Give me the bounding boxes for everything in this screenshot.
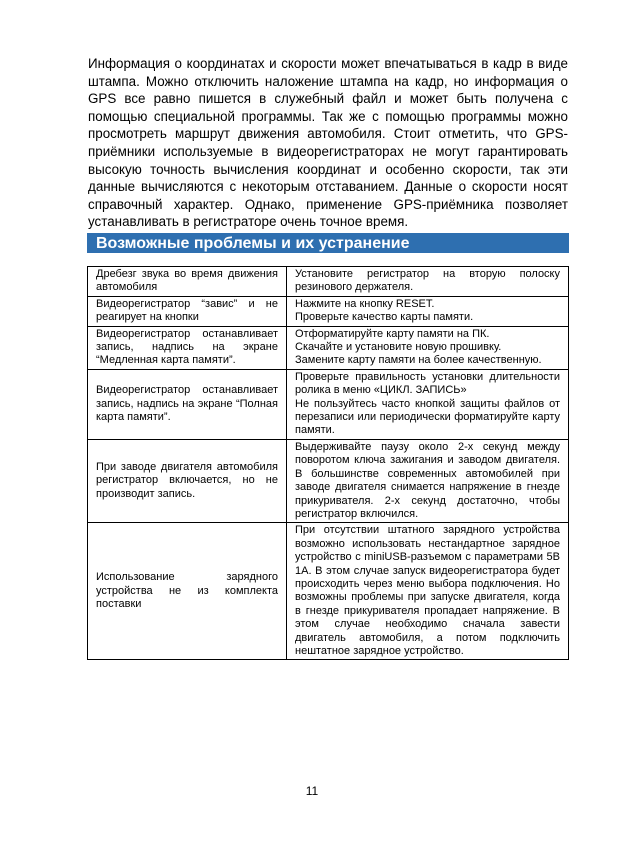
solution-cell bbox=[287, 369, 569, 439]
table-row bbox=[88, 296, 569, 326]
solution-cell bbox=[287, 326, 569, 369]
solution-line: Проверьте качество карты памяти. bbox=[295, 311, 474, 324]
solution-line: Скачайте и установите новую прошивку. bbox=[295, 341, 502, 354]
solution-line: Установите регистратор на вторую полоску резинового держателя. bbox=[295, 268, 560, 294]
solution-cell bbox=[287, 267, 569, 297]
solution-line: Не пользуйтесь часто кнопкой защиты файлов от перезаписи или периодически форматируйте карту памяти. bbox=[295, 397, 560, 437]
solution-line: Замените карту памяти на более качественную. bbox=[295, 354, 542, 367]
section-title: Возможные проблемы и их устранение bbox=[87, 233, 569, 253]
problem-cell: Использование зарядного устройства не из комплекта поставки bbox=[88, 523, 287, 660]
problem-cell: Видеорегистратор останавливает запись, надпись на экране “Полная карта памяти”. bbox=[88, 369, 287, 439]
solution-cell bbox=[287, 296, 569, 326]
problem-cell: Видеорегистратор останавливает запись, надпись на экране “Медленная карта памяти”. bbox=[88, 326, 287, 369]
problem-cell: Видеорегистратор “завис” и не реагирует на кнопки bbox=[88, 296, 287, 326]
intro-paragraph: Информация о координатах и скорости может впечатываться в кадр в виде штампа. Можно отключить наложение штампа на кадр, но информация о GPS все равно пишется в служебный файл и может быть получена с помощью специальной программы. Так же с помощью программы можно просмотреть маршрут движения автомобиля. Стоит отметить, что GPS-приёмники используемые в видеорегистраторах не могут гарантировать высокую точность вычисления координат и особенно скорости, так эти данные вычисляются с некоторым отставанием. Данные о скорости носят справочный характер. Однако, применение GPS-приёмника позволяет устанавливать в регистраторе очень точное время. bbox=[88, 56, 568, 230]
problem-cell: Дребезг звука во время движения автомобиля bbox=[88, 267, 287, 297]
table-row bbox=[88, 369, 569, 439]
table-row bbox=[88, 326, 569, 369]
table-row bbox=[88, 267, 569, 297]
solution-line: Нажмите на кнопку RESET. bbox=[295, 297, 435, 310]
table-row bbox=[88, 523, 569, 660]
solution-line: Отформатируйте карту памяти на ПК. bbox=[295, 327, 490, 340]
problem-cell: При заводе двигателя автомобиля регистратор включается, но не производит запись. bbox=[88, 439, 287, 522]
solution-line: Выдерживайте паузу около 2-х секунд между поворотом ключа зажигания и заводом двигателя. В большинстве современных автомобилей при заводе двигателя снимается напряжение в гнезде прикуривателя. 2-х секунд достаточно, чтобы регистратор включился. bbox=[295, 440, 560, 520]
solution-cell bbox=[287, 439, 569, 522]
solution-cell bbox=[287, 523, 569, 660]
solution-line: При отсутствии штатного зарядного устройства возможно использовать нестандартное зарядное устройство с miniUSB-разъемом с параметрами 5В 1А. В этом случае запуск видеорегистратора будет происходить через меню выбора подключения. Но возможны проблемы при запуске двигателя, когда в гнезде прикуривателя пропадает напряжение. В этом случае необходимо сначала завести двигатель автомобиля, а потом подключить нештатное зарядное устройство. bbox=[295, 524, 560, 657]
page-number: 11 bbox=[305, 784, 319, 798]
table-row bbox=[88, 439, 569, 522]
troubleshooting-table bbox=[87, 266, 569, 660]
solution-line: Проверьте правильность установки длительности ролика в меню «ЦИКЛ. ЗАПИСЬ» bbox=[295, 370, 560, 397]
